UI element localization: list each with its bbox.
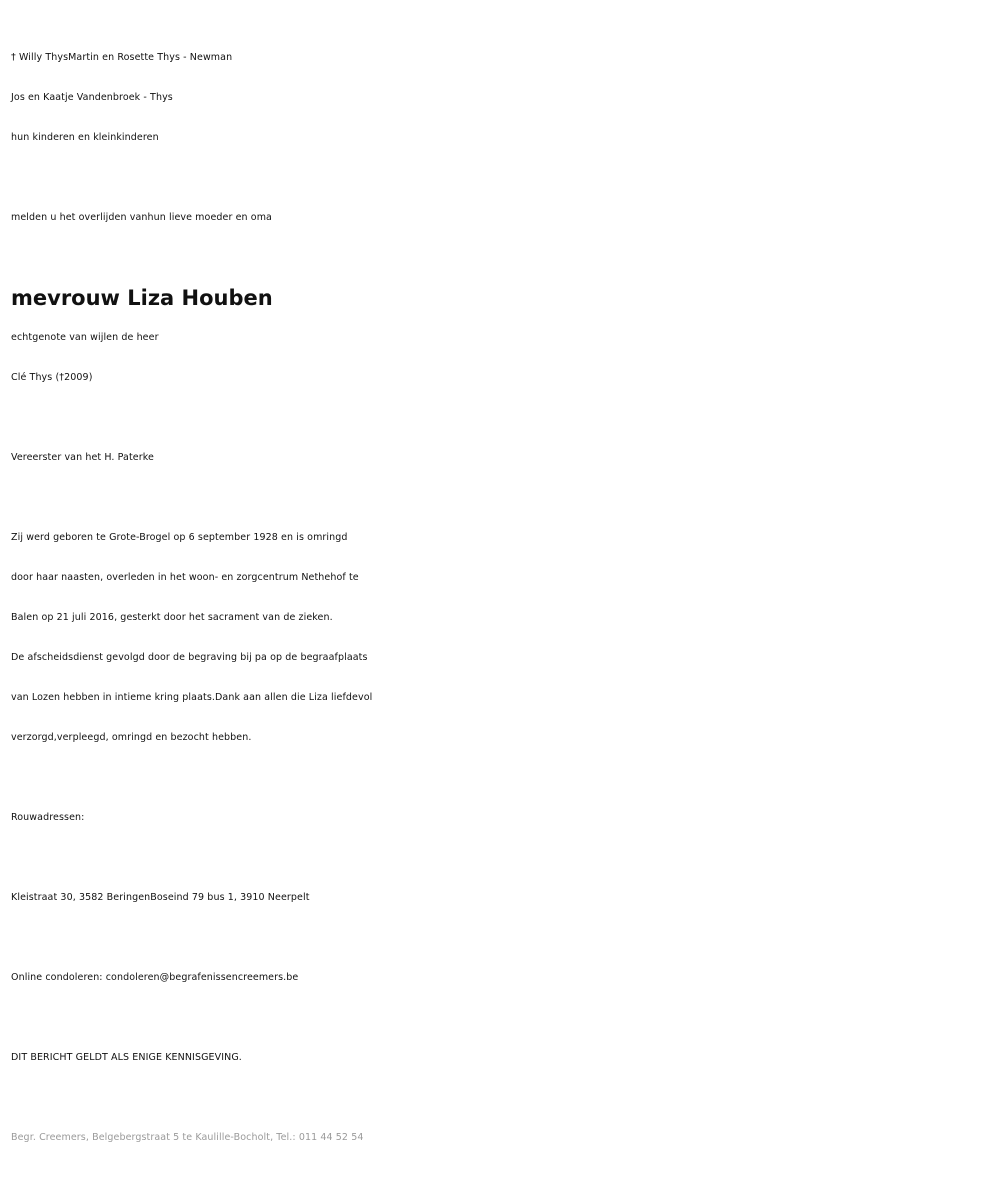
spacer bbox=[11, 478, 990, 518]
spacer bbox=[11, 238, 990, 278]
family-line-3: hun kinderen en kleinkinderen bbox=[11, 132, 159, 143]
deceased-name: mevrouw Liza Houben bbox=[11, 286, 273, 310]
bio-line: door haar naasten, overleden in het woon- en zorgcentrum Nethehof te bbox=[11, 572, 359, 583]
bio-line: Zij werd geboren te Grote-Brogel op 6 september 1928 en is omringd bbox=[11, 532, 348, 543]
cross-icon: † bbox=[59, 372, 65, 383]
family-names-1: Willy ThysMartin en Rosette Thys - Newman bbox=[15, 52, 233, 63]
family-line-2: Jos en Kaatje Vandenbroek - Thys bbox=[11, 92, 173, 103]
honor-text: Vereerster van het H. Paterke bbox=[11, 452, 154, 463]
funeral-home-footer: Begr. Creemers, Belgebergstraat 5 te Kaulille-Bocholt, Tel.: 011 44 52 54 bbox=[11, 1132, 364, 1143]
family-line-1 bbox=[11, 38, 990, 78]
mourning-label: Rouwadressen: bbox=[11, 812, 85, 823]
spacer bbox=[11, 918, 990, 958]
spacer bbox=[11, 398, 990, 438]
cross-icon: † bbox=[11, 52, 16, 63]
spacer bbox=[11, 998, 990, 1038]
bio-line: De afscheidsdienst gevolgd door de begraving bij pa op de begraafplaats bbox=[11, 652, 368, 663]
spacer bbox=[11, 758, 990, 798]
mourning-addresses: Kleistraat 30, 3582 BeringenBoseind 79 bus 1, 3910 Neerpelt bbox=[11, 892, 310, 903]
spacer bbox=[11, 838, 990, 878]
condolence-text: Online condoleren: condoleren@begrafenissencreemers.be bbox=[11, 972, 299, 983]
spouse-line-1: echtgenote van wijlen de heer bbox=[11, 332, 159, 343]
spacer bbox=[11, 158, 990, 198]
bio-line: verzorgd,verpleegd, omringd en bezocht hebben. bbox=[11, 732, 252, 743]
announce-text: melden u het overlijden vanhun lieve moeder en oma bbox=[11, 212, 272, 223]
spouse-line-2 bbox=[11, 358, 990, 398]
spouse-name: Clé Thys ( bbox=[11, 372, 60, 383]
notice-text: DIT BERICHT GELDT ALS ENIGE KENNISGEVING. bbox=[11, 1052, 242, 1063]
bio-line: Balen op 21 juli 2016, gesterkt door het sacrament van de zieken. bbox=[11, 612, 333, 623]
spacer bbox=[11, 1078, 990, 1118]
spouse-death-year: 2009) bbox=[64, 372, 93, 383]
bio-line: van Lozen hebben in intieme kring plaats.Dank aan allen die Liza liefdevol bbox=[11, 692, 373, 703]
